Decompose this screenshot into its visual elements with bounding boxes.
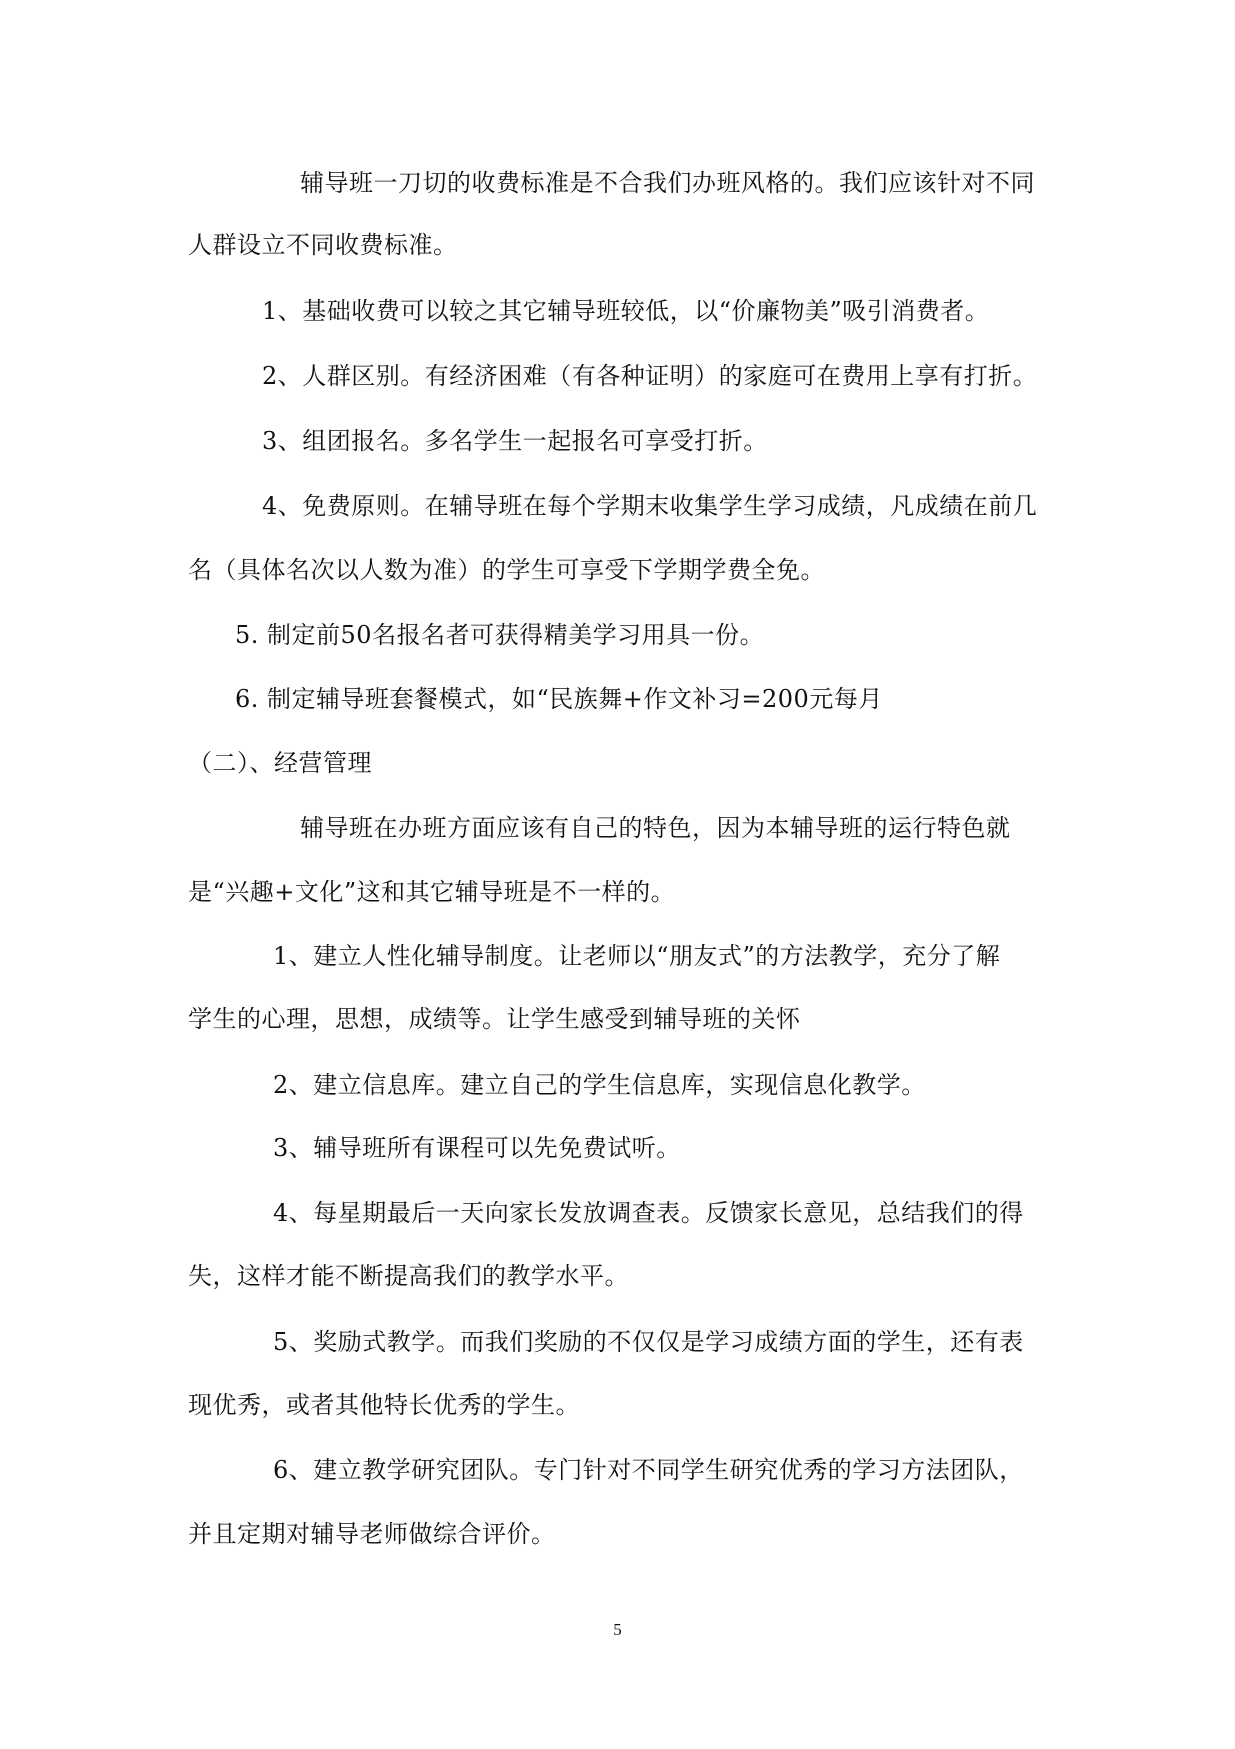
page-number: 5 [613, 1620, 622, 1639]
paragraph-fee-standard-line-2: 人群设立不同收费标准。 [188, 231, 458, 259]
management-item-6-line-2: 并且定期对辅导老师做综合评价。 [188, 1520, 556, 1548]
management-item-1-line-2: 学生的心理，思想，成绩等。让学生感受到辅导班的关怀 [188, 1005, 801, 1033]
fee-item-2: 2、人群区别。有经济困难（有各种证明）的家庭可在费用上享有打折。 [262, 362, 1038, 390]
paragraph-features-line-2: 是“兴趣+文化”这和其它辅导班是不一样的。 [188, 878, 676, 906]
section-heading-management: （二）、经营管理 [188, 749, 372, 777]
management-item-6-line-1: 6、建立教学研究团队。专门针对不同学生研究优秀的学习方法团队， [273, 1456, 1024, 1484]
fee-item-3: 3、组团报名。多名学生一起报名可享受打折。 [262, 427, 768, 455]
management-item-2: 2、建立信息库。建立自己的学生信息库，实现信息化教学。 [273, 1071, 926, 1099]
fee-item-4-line-1: 4、免费原则。在辅导班在每个学期末收集学生学习成绩，凡成绩在前几 [262, 492, 1038, 520]
management-item-3: 3、辅导班所有课程可以先免费试听。 [273, 1134, 681, 1162]
fee-item-6: 6. 制定辅导班套餐模式，如“民族舞+作文补习=200元每月 [235, 685, 883, 713]
management-item-1-line-1: 1、建立人性化辅导制度。让老师以“朋友式”的方法教学，充分了解 [273, 942, 1001, 970]
management-item-4-line-1: 4、每星期最后一天向家长发放调查表。反馈家长意见，总结我们的得 [273, 1199, 1024, 1227]
management-item-5-line-1: 5、奖励式教学。而我们奖励的不仅仅是学习成绩方面的学生，还有表 [273, 1328, 1024, 1356]
fee-item-1: 1、基础收费可以较之其它辅导班较低，以“价廉物美”吸引消费者。 [262, 297, 990, 325]
paragraph-features-line-1: 辅导班在办班方面应该有自己的特色，因为本辅导班的运行特色就 [300, 814, 1011, 842]
management-item-4-line-2: 失，这样才能不断提高我们的教学水平。 [188, 1262, 629, 1290]
fee-item-4-line-2: 名（具体名次以人数为准）的学生可享受下学期学费全免。 [188, 556, 825, 584]
management-item-5-line-2: 现优秀，或者其他特长优秀的学生。 [188, 1391, 580, 1419]
paragraph-fee-standard-line-1: 辅导班一刀切的收费标准是不合我们办班风格的。我们应该针对不同 [300, 169, 1035, 197]
fee-item-5: 5. 制定前50名报名者可获得精美学习用具一份。 [235, 621, 765, 649]
